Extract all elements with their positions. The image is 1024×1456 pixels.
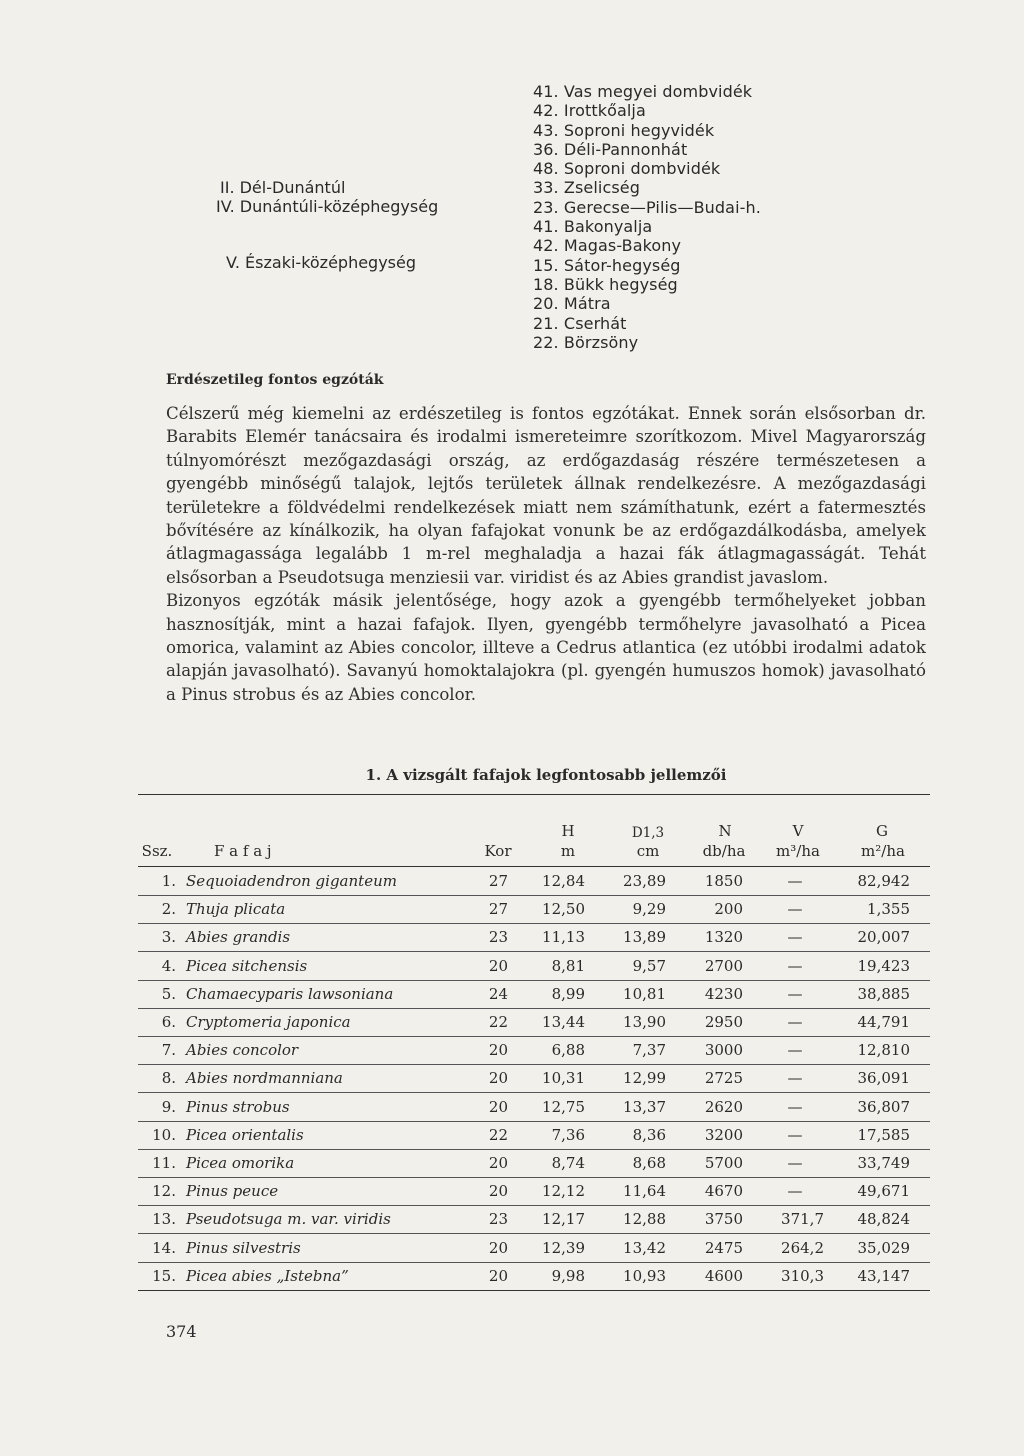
region-main-label: V. Északi-középhegység <box>226 253 417 272</box>
cell-n: 4670 <box>704 1182 743 1201</box>
table-row <box>138 1009 930 1037</box>
table-row <box>138 1263 930 1291</box>
cell-n: 3750 <box>704 1210 743 1229</box>
cell-fafaj: Abies concolor <box>186 1041 299 1060</box>
cell-h: 12,39 <box>542 1238 585 1257</box>
paragraph: Bizonyos egzóták másik jelentősége, hogy azok a gyengébb termőhelyeket jobban hasznosítják, mint a hazai fafajok. Ilyen, gyengébb termőhelyre javasolható a Picea omorica, valamint az Abies concolor, illteve a Cedrus atlantica (ez utóbbi irodalmi adatok alapján javasolható). Savanyú homoktalajokra (pl. gyengén humuszos homok) javasolható a Pinus strobus és az Abies concolor. <box>166 591 926 704</box>
cell-h: 12,17 <box>542 1210 585 1229</box>
cell-g: 35,029 <box>857 1238 910 1257</box>
cell-kor: 23 <box>488 1210 508 1229</box>
cell-v: — <box>787 1182 803 1201</box>
cell-fafaj: Abies grandis <box>186 928 291 947</box>
cell-h: 13,44 <box>542 1013 585 1031</box>
cell-ssz: 13. <box>152 1210 176 1229</box>
cell-n: 1850 <box>704 872 743 890</box>
region-sub-list <box>533 82 761 352</box>
header-h-symbol: H <box>561 822 575 840</box>
cell-d: 9,57 <box>632 956 666 975</box>
cell-kor: 20 <box>488 1182 508 1201</box>
cell-v: 310,3 <box>781 1266 824 1285</box>
cell-kor: 20 <box>488 1154 508 1172</box>
cell-kor: 24 <box>488 984 508 1003</box>
region-sub-item: 15. Sátor-hegység <box>533 255 681 275</box>
cell-h: 12,50 <box>542 900 585 919</box>
header-kor: Kor <box>484 842 512 860</box>
cell-ssz: 3. <box>161 928 176 947</box>
cell-d: 10,81 <box>623 984 666 1003</box>
cell-ssz: 2. <box>161 900 176 919</box>
cell-h: 7,36 <box>551 1125 585 1144</box>
cell-d: 10,93 <box>623 1266 666 1285</box>
cell-g: 12,810 <box>857 1041 910 1060</box>
cell-h: 10,31 <box>542 1069 585 1088</box>
cell-g: 19,423 <box>857 956 910 975</box>
cell-kor: 20 <box>488 1041 508 1060</box>
table-row <box>138 1206 930 1234</box>
table-row <box>138 981 930 1009</box>
table-top-rule <box>138 794 930 795</box>
cell-v: — <box>787 1154 803 1172</box>
header-v-unit: m³/ha <box>776 842 820 860</box>
cell-ssz: 5. <box>161 984 176 1003</box>
header-g-unit: m²/ha <box>861 842 905 860</box>
region-main-label: II. Dél-Dunántúl <box>220 178 346 197</box>
region-sub-item: 43. Soproni hegyvidék <box>533 120 715 140</box>
cell-d: 11,64 <box>623 1182 666 1201</box>
table-row <box>138 1122 930 1150</box>
cell-n: 3200 <box>704 1125 743 1144</box>
table-row <box>138 924 930 952</box>
cell-h: 8,81 <box>551 956 585 975</box>
header-d-unit: cm <box>636 842 660 860</box>
cell-h: 8,99 <box>551 984 585 1003</box>
region-sub-item: 42. Irottkőalja <box>533 101 646 121</box>
cell-n: 200 <box>714 900 743 919</box>
header-n-symbol: N <box>718 822 732 840</box>
cell-kor: 22 <box>488 1125 508 1144</box>
table-row <box>138 1065 930 1093</box>
cell-v: 371,7 <box>781 1210 824 1229</box>
table-header-rule <box>138 866 930 867</box>
cell-n: 4600 <box>704 1266 743 1285</box>
cell-d: 8,68 <box>632 1154 666 1172</box>
cell-fafaj: Pinus strobus <box>186 1097 290 1116</box>
cell-d: 13,89 <box>623 928 666 947</box>
header-h-unit: m <box>560 842 576 860</box>
cell-v: — <box>787 1097 803 1116</box>
cell-d: 13,90 <box>623 1013 666 1031</box>
cell-ssz: 15. <box>152 1266 176 1285</box>
region-sub-item: 21. Cserhát <box>533 313 627 333</box>
cell-fafaj: Pseudotsuga m. var. viridis <box>186 1210 391 1229</box>
cell-v: 264,2 <box>781 1238 824 1257</box>
cell-kor: 20 <box>488 1266 508 1285</box>
cell-ssz: 14. <box>152 1238 176 1257</box>
table-row <box>138 896 930 924</box>
cell-v: — <box>787 1013 803 1031</box>
cell-n: 2620 <box>704 1097 743 1116</box>
cell-n: 3000 <box>704 1041 743 1060</box>
cell-h: 12,84 <box>542 872 585 890</box>
cell-fafaj: Chamaecyparis lawsoniana <box>186 984 394 1003</box>
cell-fafaj: Pinus silvestris <box>186 1238 301 1257</box>
cell-ssz: 11. <box>152 1154 176 1172</box>
cell-d: 8,36 <box>632 1125 666 1144</box>
cell-v: — <box>787 900 803 919</box>
cell-n: 2475 <box>704 1238 743 1257</box>
region-sub-item: 41. Bakonyalja <box>533 217 653 237</box>
cell-g: 1,355 <box>867 900 910 919</box>
cell-g: 17,585 <box>857 1125 910 1144</box>
cell-kor: 23 <box>488 928 508 947</box>
cell-kor: 20 <box>488 1097 508 1116</box>
cell-g: 82,942 <box>857 872 910 890</box>
cell-n: 4230 <box>704 984 743 1003</box>
table-row <box>138 953 930 981</box>
table-row <box>138 1037 930 1065</box>
cell-fafaj: Abies nordmanniana <box>186 1069 343 1088</box>
cell-v: — <box>787 872 803 890</box>
cell-fafaj: Picea orientalis <box>186 1125 304 1144</box>
cell-fafaj: Sequoiadendron giganteum <box>186 872 397 890</box>
cell-g: 48,824 <box>857 1210 910 1229</box>
cell-ssz: 6. <box>161 1013 176 1031</box>
header-g-symbol: G <box>876 822 888 840</box>
cell-ssz: 12. <box>152 1182 176 1201</box>
table-row <box>138 868 930 896</box>
cell-ssz: 9. <box>161 1097 176 1116</box>
cell-n: 2700 <box>704 956 743 975</box>
cell-kor: 27 <box>488 900 508 919</box>
cell-n: 1320 <box>704 928 743 947</box>
region-sub-item: 33. Zselicség <box>533 178 640 198</box>
header-d-symbol: D1,3 <box>631 825 665 841</box>
cell-h: 8,74 <box>551 1154 585 1172</box>
region-sub-item: 22. Börzsöny <box>533 332 639 352</box>
cell-n: 2725 <box>704 1069 743 1088</box>
header-fafaj: F a f a j <box>214 842 272 860</box>
cell-fafaj: Cryptomeria japonica <box>186 1013 351 1031</box>
cell-kor: 20 <box>488 956 508 975</box>
body-text <box>166 402 926 706</box>
cell-g: 43,147 <box>857 1266 910 1285</box>
cell-g: 44,791 <box>857 1013 910 1031</box>
cell-fafaj: Thuja plicata <box>186 900 286 919</box>
region-sub-item: 41. Vas megyei dombvidék <box>533 82 753 101</box>
cell-d: 12,99 <box>623 1069 666 1088</box>
header-ssz: Ssz. <box>141 842 173 860</box>
cell-fafaj: Pinus peuce <box>186 1182 279 1201</box>
cell-d: 9,29 <box>632 900 666 919</box>
cell-v: — <box>787 1069 803 1088</box>
cell-v: — <box>787 1125 803 1144</box>
cell-n: 2950 <box>704 1013 743 1031</box>
cell-d: 12,88 <box>623 1210 666 1229</box>
page-number: 374 <box>166 1322 197 1341</box>
cell-h: 12,75 <box>542 1097 585 1116</box>
cell-h: 12,12 <box>542 1182 585 1201</box>
header-n-unit: db/ha <box>702 842 746 860</box>
table-title: 1. A vizsgált fafajok legfontosabb jellemzői <box>365 766 727 784</box>
cell-v: — <box>787 928 803 947</box>
table-row <box>138 1094 930 1122</box>
cell-ssz: 7. <box>161 1041 176 1060</box>
region-sub-item: 20. Mátra <box>533 294 611 314</box>
row-divider <box>138 1290 930 1291</box>
cell-kor: 27 <box>488 872 508 890</box>
region-sub-item: 48. Soproni dombvidék <box>533 159 721 179</box>
cell-g: 20,007 <box>857 928 910 947</box>
cell-h: 11,13 <box>542 928 585 947</box>
cell-n: 5700 <box>704 1154 743 1172</box>
paragraph: Célszerű még kiemelni az erdészetileg is fontos egzótákat. Ennek során elsősorban dr. Barabits Elemér tanácsaira és irodalmi ismereteimre szorítkozom. Mivel Magyarország túlnyomórészt mezőgazdasági ország, az erdőgazdaság részére természetesen a gyengébb minőségű talajok, lejtős területek állnak rendelkezésre. A mezőgazdasági területekre a földvédelmi rendelkezések miatt nem számíthatunk, ezért a fatermesztés bővítésére az kínálkozik, ha olyan fafajokat vonunk be az erdőgazdálkodásba, amelyek átlagmagassága legalább 1 m-rel meghaladja a hazai fák átlagmagasságát. Tehát elsősorban a Pseudotsuga menziesii var. viridist és az Abies grandist javaslom. <box>166 404 926 587</box>
table-row <box>138 1178 930 1206</box>
table-row <box>138 1235 930 1263</box>
cell-h: 9,98 <box>551 1266 585 1285</box>
cell-g: 33,749 <box>857 1154 910 1172</box>
cell-g: 36,807 <box>857 1097 910 1116</box>
cell-ssz: 4. <box>161 956 176 975</box>
cell-g: 38,885 <box>857 984 910 1003</box>
cell-d: 13,37 <box>623 1097 666 1116</box>
region-sub-item: 23. Gerecse—Pilis—Budai-h. <box>533 197 761 217</box>
cell-d: 13,42 <box>623 1238 666 1257</box>
section-title: Erdészetileg fontos egzóták <box>166 372 384 388</box>
region-sub-item: 36. Déli-Pannonhát <box>533 139 688 159</box>
cell-h: 6,88 <box>551 1041 585 1060</box>
cell-kor: 22 <box>488 1013 508 1031</box>
cell-d: 23,89 <box>623 872 666 890</box>
cell-d: 7,37 <box>632 1041 666 1060</box>
region-sub-item: 18. Bükk hegység <box>533 274 678 294</box>
cell-g: 36,091 <box>857 1069 910 1088</box>
cell-kor: 20 <box>488 1069 508 1088</box>
cell-fafaj: Picea sitchensis <box>186 956 308 975</box>
cell-ssz: 10. <box>152 1125 176 1144</box>
cell-ssz: 1. <box>161 872 176 890</box>
cell-fafaj: Picea abies „Istebna” <box>186 1266 349 1285</box>
header-v-symbol: V <box>792 822 804 840</box>
cell-v: — <box>787 956 803 975</box>
table-row <box>138 1150 930 1178</box>
cell-ssz: 8. <box>161 1069 176 1088</box>
cell-v: — <box>787 984 803 1003</box>
cell-fafaj: Picea omorika <box>186 1154 295 1172</box>
cell-kor: 20 <box>488 1238 508 1257</box>
region-main-label: IV. Dunántúli-középhegység <box>216 197 439 216</box>
region-sub-item: 42. Magas-Bakony <box>533 236 682 256</box>
cell-g: 49,671 <box>857 1182 910 1201</box>
cell-v: — <box>787 1041 803 1060</box>
